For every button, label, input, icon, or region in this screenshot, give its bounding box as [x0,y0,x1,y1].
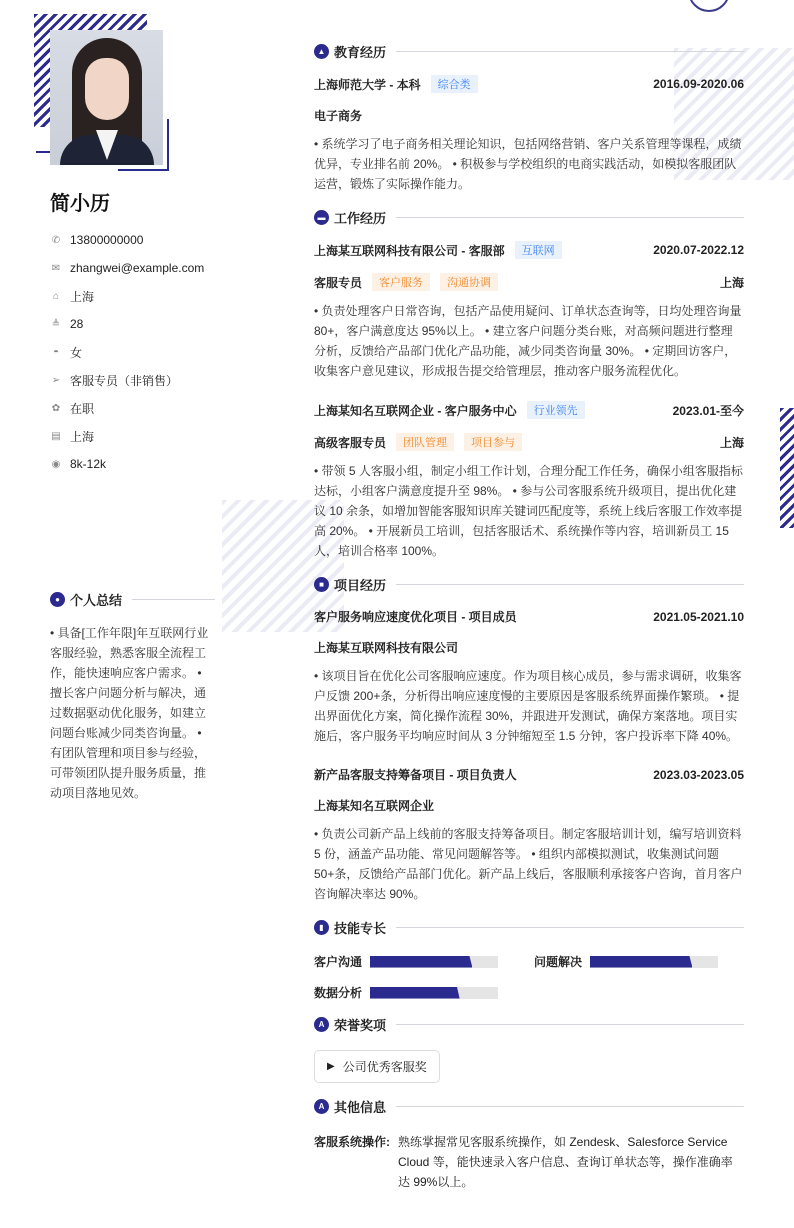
skill-name: 数据分析 [314,986,363,1000]
role: 客服专员 [314,275,363,290]
section-title: 项目经历 [334,578,387,593]
tag: 项目参与 [464,433,522,451]
info-text: 上海 [70,289,95,304]
skill-bar-fill [590,956,692,968]
description: • 带领 5 人客服小组，制定小组工作计划，合理分配工作任务，确保小组客服指标达标，小组客户满意度提升至 98%。 • 参与公司客服系统升级项目，提出优化建议 10 余条，如增加智能客服知识库关键词匹配度等，系统上线后客服工作效率提高 20%。 • 开展新员工培训，包括客服话术、系统操作等内容，培训新员工 15 人，培训合格率 100%。 [314,464,743,558]
decor-stripes [780,408,794,528]
info-text: 28 [70,317,84,331]
info-city [50,422,220,450]
major: 电子商务 [314,109,363,123]
salary-icon: ◉ [51,458,61,470]
info-email [50,254,220,282]
description: • 负责处理客户日常咨询，包括产品使用疑问、订单状态查询等，日均处理咨询量 80+，客户满意度达 95%以上。 • 建立客户问题分类台账，对高频问题进行整理分析，反馈给产品部门优化产品功能，减少同类咨询量 30%。 • 定期回访客户，收集客户意见建议，形成报告提交给管理层，推动客户服务流程优化。 [314,304,742,378]
location: 上海 [719,275,744,290]
summary-text: • 具备[工作年限]年互联网行业客服经验，熟悉客服全流程工作，能快速响应客户需求。 • 擅长客户问题分析与解决，通过数据驱动优化服务，如建立问题台账减少同类咨询量。 • 有团队管理和项目参与经验，可带领团队提升服务质量，推动项目落地见效。 [50,626,209,800]
tag: 行业领先 [527,401,585,419]
skill-item [314,984,534,1001]
skill-bar-fill [370,987,460,999]
info-text: zhangwei@example.com [70,261,205,275]
section-title: 教育经历 [334,45,387,60]
role: 高级客服专员 [314,435,387,450]
projects-section [314,575,744,904]
project-name: 客户服务响应速度优化项目 - 项目成员 [314,610,517,624]
phone-icon: ✆ [51,234,61,246]
education-section [314,42,744,194]
other-key: 客服系统操作: [314,1135,390,1149]
skill-name: 问题解决 [534,955,583,969]
skill-bar [370,987,498,999]
bar-chart-icon: ▮ [314,920,329,935]
summary-section [50,590,215,803]
contact-info [50,226,220,478]
location: 上海 [719,435,744,450]
profile-name: 简小历 [50,193,110,215]
date: 2021.05-2021.10 [653,609,744,624]
tag: 沟通协调 [440,273,498,291]
date: 2016.09-2020.06 [653,77,744,91]
organization: 上海某互联网科技有限公司 [314,641,459,655]
section-title: 工作经历 [334,211,387,226]
info-text: 上海 [70,429,95,444]
awards-section [314,1015,744,1083]
skill-bar [370,956,498,968]
organization: 上海某知名互联网企业 [314,799,435,813]
company: 上海某知名互联网企业 - 客户服务中心 [314,403,517,418]
info-icon: A [314,1099,329,1114]
info-location [50,282,220,310]
status-icon: ✿ [51,402,61,414]
info-age [50,310,220,338]
home-icon: ⌂ [52,290,60,302]
info-gender [50,338,220,366]
grid-icon: ■ [314,577,329,592]
info-text: 女 [70,345,83,360]
description: • 负责公司新产品上线前的客服支持筹备项目。制定客服培训计划，编写培训资料 5 份，涵盖产品功能、常见问题解答等。 • 组织内部模拟测试，收集测试问题 50+条，反馈给产品部门优化。新产品上线后，客服顺利承接客户咨询，首月客户咨询解决率达 90%。 [314,827,743,901]
description: • 系统学习了电子商务相关理论知识，包括网络营销、客户关系管理等课程，成绩优异，专业排名前 20%。 • 积极参与学校组织的电商实践活动，如模拟客服团队运营，锻炼了实际操作能力。 [314,137,742,191]
award-name: 公司优秀客服奖 [342,1060,427,1074]
job-icon: ➢ [51,374,61,386]
skills-section [314,918,744,1001]
date: 2023.01-至今 [672,403,744,418]
decor-circle [688,0,730,12]
skill-name: 客户沟通 [314,955,363,969]
play-icon: ▶ [327,1061,335,1072]
age-icon: ≜ [51,318,61,330]
skill-bar-fill [370,956,472,968]
company: 上海某互联网科技有限公司 - 客服部 [314,243,505,258]
info-phone [50,226,220,254]
info-text: 13800000000 [70,233,144,247]
info-status [50,394,220,422]
tag: 互联网 [515,241,562,259]
date: 2020.07-2022.12 [653,243,744,257]
info-text: 8k-12k [70,457,107,471]
tag: 客户服务 [372,273,430,291]
main-column [314,42,744,1206]
info-text: 在职 [70,401,95,416]
user-icon: ● [50,592,65,607]
other-value: 熟练掌握常见客服系统操作，如 Zendesk、Salesforce Service Cloud 等，能快速录入客户信息、查询订单状态等，操作准确率达 99%以上。 [398,1135,733,1189]
section-title: 其他信息 [334,1100,387,1115]
mail-icon: ✉ [51,262,61,274]
city-icon: ▤ [51,430,61,442]
project-name: 新产品客服支持筹备项目 - 项目负责人 [314,768,517,782]
award-item[interactable] [314,1050,440,1083]
gender-icon: ◓ [52,346,60,358]
description: • 该项目旨在优化公司客服响应速度。作为项目核心成员，参与需求调研，收集客户反馈 200+条，分析得出响应速度慢的主要原因是客服系统界面操作繁琐。 • 提出界面优化方案，简化操作流程 30%，并跟进开发测试，确保方案落地。项目实施后，客户服务平均响应时间从 3 分钟缩短至 1.5 分钟，客户投诉率下降 40%。 [314,669,742,743]
school-name: 上海师范大学 - 本科 [314,77,421,92]
skill-item [314,953,534,970]
skill-item [534,953,744,970]
award-icon: A [314,1017,329,1032]
tag: 团队管理 [396,433,454,451]
other-section [314,1097,744,1192]
info-job [50,366,220,394]
tag: 综合类 [431,75,478,93]
avatar [50,30,163,165]
info-salary [50,450,220,478]
section-title: 技能专长 [334,921,387,936]
section-title: 荣誉奖项 [334,1018,387,1033]
date: 2023.03-2023.05 [653,767,744,782]
briefcase-icon: ▬ [314,210,329,225]
skill-bar [590,956,718,968]
section-title: 个人总结 [70,593,123,608]
graduation-cap-icon: ▲ [314,44,329,59]
work-section [314,208,744,561]
info-text: 客服专员（非销售） [70,373,179,388]
